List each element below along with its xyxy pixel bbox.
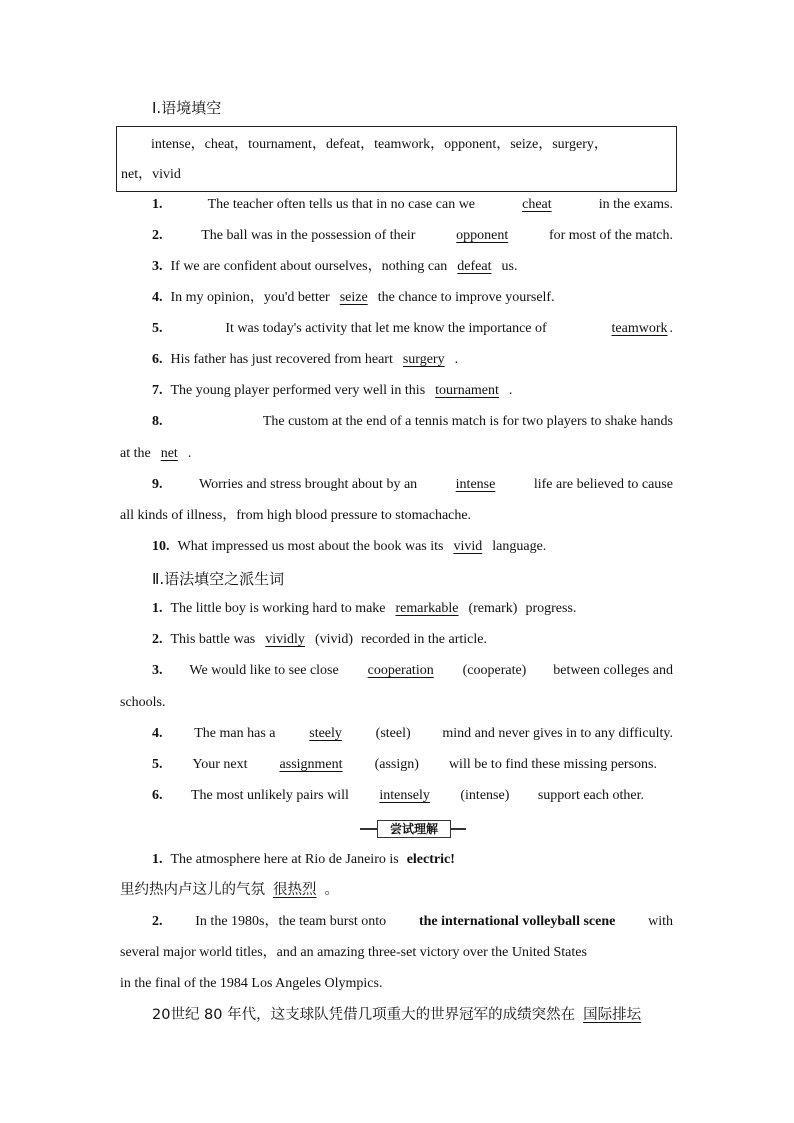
item-number: 3.: [152, 259, 163, 274]
bold-phrase: the international volleyball scene: [418, 914, 616, 929]
s1-item-5: [152, 320, 673, 338]
word-bank-line2: net，vivid: [121, 167, 181, 182]
sentence-text: .: [508, 383, 513, 398]
sentence-text: in the final of the 1984 Los Angeles Olympics.: [120, 976, 383, 991]
sentence-text: This battle was: [170, 632, 256, 647]
item-number: 5.: [152, 321, 163, 336]
sentence-text: The most unlikely pairs will: [190, 788, 349, 803]
sentence-text: the chance to improve yourself.: [377, 290, 555, 305]
answer: net: [160, 446, 178, 461]
s1-item-8: [152, 413, 673, 431]
word-hint: (steel): [375, 726, 411, 741]
item-number: 6.: [152, 788, 163, 803]
s2-item-4: [152, 725, 673, 743]
item-number: 4.: [152, 726, 163, 741]
s1-item-3: [152, 258, 673, 276]
section2-heading: Ⅱ.语法填空之派生词: [152, 570, 285, 588]
s2-item-2: [152, 631, 673, 649]
item-number: 4.: [152, 290, 163, 305]
s1-item-2: [152, 227, 673, 245]
s2-item-1: [152, 600, 673, 618]
sentence-text: recorded in the article.: [361, 632, 487, 647]
sentence-text: .: [454, 352, 459, 367]
sentence-text: with: [648, 914, 673, 929]
try-understand-badge: [360, 818, 466, 840]
s2-item-3: [152, 662, 673, 680]
word-hint: (intense): [460, 788, 510, 803]
answer: defeat: [457, 259, 492, 274]
s1-item-7: [152, 382, 673, 400]
word-hint: (assign): [374, 757, 419, 772]
answer: assignment: [279, 757, 343, 772]
answer: vividly: [265, 632, 305, 647]
item-number: 7.: [152, 383, 163, 398]
item-number: 1.: [152, 197, 163, 212]
sentence-text: .: [669, 321, 673, 336]
translation-underlined: 很热烈: [273, 882, 317, 898]
answer: surgery: [402, 352, 445, 367]
item-number: 1.: [152, 852, 163, 867]
item-number: 2.: [152, 914, 163, 929]
sentence-text: .: [187, 446, 192, 461]
badge-label: 尝试理解: [377, 820, 451, 838]
word-bank-line1: intense，cheat，tournament，defeat，teamwork，opponent，seize，surgery，: [151, 137, 608, 152]
s1-item-6: [152, 351, 673, 369]
try-item-1: [152, 851, 673, 869]
answer: seize: [339, 290, 368, 305]
item-number: 2.: [152, 228, 163, 243]
sentence-text: It was today's activity that let me know the importance of: [225, 321, 547, 336]
answer: opponent: [456, 228, 509, 243]
s2-item-3-line2: [120, 694, 673, 712]
item-number: 8.: [152, 414, 163, 429]
item-number: 5.: [152, 757, 163, 772]
word-hint: (vivid): [314, 632, 354, 647]
sentence-text: mind and never gives in to any difficulty.: [442, 726, 673, 741]
item-number: 1.: [152, 601, 163, 616]
word-hint: (remark): [468, 601, 518, 616]
sentence-text: The ball was in the possession of their: [201, 228, 416, 243]
sentence-text: life are believed to cause: [533, 477, 673, 492]
sentence-text: The custom at the end of a tennis match is for two players to shake hands: [262, 414, 673, 429]
try-item-2-translation: [152, 1006, 673, 1024]
sentence-text: If we are confident about ourselves，nothing can: [170, 259, 448, 274]
s1-item-8-line2: [120, 445, 673, 463]
s1-item-9-line2: [120, 507, 673, 525]
sentence-text: schools.: [120, 695, 166, 710]
try-item-1-translation: [120, 881, 673, 899]
answer: intensely: [379, 788, 430, 803]
word-hint: (cooperate): [462, 663, 527, 678]
bold-phrase: electric!: [406, 852, 455, 867]
answer: tournament: [435, 383, 499, 398]
answer: intense: [455, 477, 496, 492]
s2-item-5: [152, 756, 657, 774]
item-number: 2.: [152, 632, 163, 647]
translation-text: 里约热内卢这儿的气氛: [120, 882, 265, 898]
translation-text: 。: [324, 882, 339, 898]
translation-underlined: 国际排坛: [583, 1007, 642, 1023]
sentence-text: The atmosphere here at Rio de Janeiro is: [170, 852, 399, 867]
answer: teamwork: [611, 321, 668, 336]
sentence-text: The man has a: [194, 726, 276, 741]
sentence-text: In my opinion，you'd better: [170, 290, 330, 305]
answer: vivid: [453, 539, 483, 554]
s2-item-6: [152, 787, 644, 805]
translation-text: 20世纪 80 年代，这支球队凭借几项重大的世界冠军的成绩突然在: [152, 1007, 576, 1023]
sentence-text: us.: [501, 259, 518, 274]
sentence-text: The little boy is working hard to make: [170, 601, 386, 616]
word-bank-box: [116, 126, 677, 192]
try-item-2: [152, 913, 673, 931]
sentence-text: The teacher often tells us that in no case can we: [207, 197, 476, 212]
answer: steely: [309, 726, 342, 741]
sentence-text: progress.: [525, 601, 577, 616]
try-item-2-line2: [120, 944, 673, 962]
sentence-text: Worries and stress brought about by an: [199, 477, 418, 492]
sentence-text: at the: [120, 446, 151, 461]
item-number: 6.: [152, 352, 163, 367]
sentence-text: The young player performed very well in this: [170, 383, 426, 398]
try-item-2-line3: [120, 975, 673, 993]
item-number: 3.: [152, 663, 163, 678]
item-number: 9.: [152, 477, 163, 492]
sentence-text: will be to find these missing persons.: [448, 757, 657, 772]
sentence-text: His father has just recovered from heart: [170, 352, 393, 367]
answer: cooperation: [367, 663, 434, 678]
sentence-text: In the 1980s，the team burst onto: [195, 914, 387, 929]
sentence-text: We would like to see close: [189, 663, 339, 678]
s1-item-9: [152, 476, 673, 494]
sentence-text: What impressed us most about the book was its: [177, 539, 444, 554]
answer: cheat: [522, 197, 552, 212]
sentence-text: for most of the match.: [548, 228, 673, 243]
sentence-text: language.: [492, 539, 547, 554]
section1-heading: Ⅰ.语境填空: [152, 99, 222, 117]
sentence-text: between colleges and: [553, 663, 673, 678]
sentence-text: in the exams.: [598, 197, 673, 212]
sentence-text: several major world titles，and an amazing three-set victory over the United States: [120, 945, 587, 960]
sentence-text: Your next: [192, 757, 248, 772]
s1-item-1: [152, 196, 673, 214]
s1-item-4: [152, 289, 673, 307]
s1-item-10: [152, 538, 673, 556]
answer: remarkable: [395, 601, 459, 616]
sentence-text: support each other.: [537, 788, 644, 803]
item-number: 10.: [152, 539, 170, 554]
sentence-text: all kinds of illness，from high blood pressure to stomachache.: [120, 508, 472, 523]
